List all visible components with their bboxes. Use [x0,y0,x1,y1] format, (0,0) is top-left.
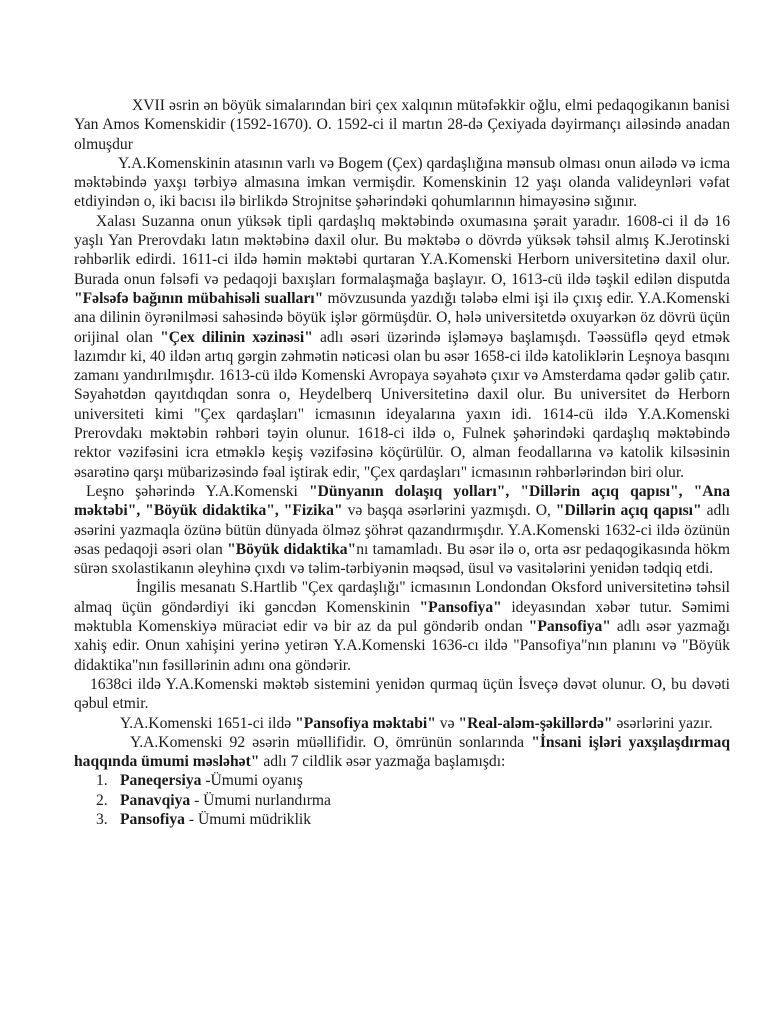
bold-title: "Pansofiya" [528,618,611,636]
paragraph-education [74,212,730,482]
paragraph-text: Xalası Suzanna onun yüksək tipli qardaşlıq məktəbində oxumasına şərait yaradır. 1608-ci il də 16 yaşlı Yan Prerovdakı latın məktəbinə daxil olur. Bu məktəbə o dövrdə yüksək təhsil almış K.Jerotinski rəhbərlik edirdi. 1611-ci ildə həmin məktəbi qurtaran Y.A.Komenski Herborn universitetinə daxil olur. Burada onun fəlsəfi və pedaqoji baxışları formalaşmağa başlayır. O, 1613-cü ildə təşkil edilən disputda [74,212,730,288]
list-item [96,791,730,810]
paragraph-92-works [74,733,730,772]
paragraph-intro [74,96,730,154]
list-number: 2. [96,791,108,809]
paragraph-text: və [435,714,459,732]
list-description: -Ümumi oyanış [201,772,303,790]
bold-title: "Pansofiya məktabi" [295,714,436,732]
bold-title: "Real-aləm-şəkillərdə" [458,714,613,732]
list-number: 3. [96,810,108,828]
paragraph-text: Y.A.Komenski 1651-ci ildə [120,714,296,732]
paragraph-leshno-works [74,482,730,578]
list-number: 1. [96,772,108,790]
paragraph-text: adlı 7 cildlik əsər yazmağa başlamışdı: [259,753,506,771]
list-description: - Ümumi müdriklik [184,810,312,828]
paragraph-text: Leşno şəhərində Y.A.Komenski [86,482,309,500]
paragraph-1651-works [74,714,730,733]
paragraph-text: İngilis mesanatı S.Hartlib "Çex qardaşlığı" icmasının Londondan Oksford universitetinə təhsil almaq üçün göndərdiyi iki gəncdən Komenskinin [74,579,730,616]
paragraph-text: adlı əsərini yazmaqla özünə bütün dünyada ölməz şöhrət qazandırmışdır. Y.A.Komenski 1632-ci ildə özünün əsas pedaqoji əsəri olan [74,502,730,558]
paragraph-text: adlı əsər yazmağı xahiş edir. Onun xahişini yerinə yetirən Y.A.Komenski 1636-cı ildə "Pansofiya"nın planını və "Böyük didaktika"nın fəsillərinin adını ona göndərir. [74,618,730,674]
bold-title: "Çex dilinin xəzinəsi" [160,328,313,346]
paragraph-text: XVII əsrin ən böyük simalarından biri çex xalqının mütəfəkkir oğlu, elmi pedaqogikanın banisi Yan Amos Komenskidir (1592-1670). O. 1592-ci il martın 28-də Çexiyada dəyirmançı ailəsində anadan olmuşdur [74,97,730,153]
bold-title: "Dünyanın dolaşıq yolları", "Dillərin açıq qapısı", "Ana məktəbi", "Böyük didaktika", "Fizika" [74,482,730,520]
bold-title: "İnsani işləri yaxşılaşdırmaq haqqında ümumi məsləhət" [74,733,730,771]
list-description: - Ümumi nurlandırma [190,791,331,809]
paragraph-text: Y.A.Komenskinin atasının varlı və Bogem (Çex) qardaşlığına mənsub olması onun ailədə və icma məktəbində yaxşı tərbiyə almasına imkan vermişdir. Komenskinin 12 yaşı olanda valideynləri vəfat etdiyindən o, iki bacısı ilə birlikdə Strojnitse şəhərindəki qohumlarının himayəsinə sığınır. [74,154,730,211]
paragraph-childhood [74,154,730,212]
bold-title: "Dillərin açıq qapısı" [555,502,702,520]
paragraph-text: əsərlərini yazır. [612,714,713,732]
paragraph-sweden [74,675,730,714]
list-term: Panavqiya [120,791,191,809]
paragraph-text: adlı əsəri üzərində işləməyə başlamışdı. Təəssüflə qeyd etmək lazımdır ki, 40 ildən artıq gərgin zəhmətin nəticəsi olan bu əsər 1658-ci ildə katoliklərin Leşnoya basqını zamanı yandırılmışdır. 1613-cü ildə Komenski Avropaya səyahətə çıxır və Amsterdama qədər gəlib çatır. Səyahətdən qayıtdıqdan sonra o, Heydelberq Universitetinə daxil olur. Bu universitet də Herborn universiteti kimi "Çex qardaşları" icmasının ideyalarına yaxın idi. 1614-cü ildə Y.A.Komenski Prerovdakı məktəbin rəhbəri təyin olunur. 1618-ci ildə o, Fulnek şəhərindəki qardaşlıq məktəbində rektor vəzifəsini icra etməklə keşiş vəzifəsinə köçürülür. O, alman feodallarına və katolik kilsəsinin əsarətinə qarşı mübarizəsində fəal iştirak edir, "Çex qardaşları" icmasının rəhbərlərindən biri olur. [74,328,731,481]
paragraph-text: və başqa əsərlərini yazmışdı. O, [342,502,556,520]
paragraph-text: mövzusunda yazdığı tələbə elmi işi ilə çıxış edir. Y.A.Komenski ana dilinin öyrənilməsi sahəsində böyük işlər görmüşdür. O, hələ universitetdə oxuyarkən öz dövrü üçün orijinal olan [74,289,730,346]
paragraph-text: Y.A.Komenski 92 əsərin müəllifidir. O, ömrünün sonlarında [130,733,532,751]
bold-title: "Pansofiya" [419,598,502,616]
list-term: Paneqersiya [120,772,202,790]
paragraph-text: nı tamamladı. Bu əsər ilə o, orta əsr pedaqogikasında hökm sürən sxolastikanın əleyhinə çıxdı və təlim-tərbiyənin məqsəd, üsul və vasitələrini yenidən tədqiq etdi. [74,540,730,578]
bold-title: "Böyük didaktika" [227,540,357,558]
list-term: Pansofiya [120,810,185,828]
bold-title: "Fəlsəfə bağının mübahisəli sualları" [74,289,324,307]
paragraph-text: ideyasından xəbər tutur. Səmimi məktubla Komenskiyə müraciət edir və bir az da pul göndərib ondan [74,598,730,636]
document-page [74,96,730,829]
paragraph-pansofiya [74,578,730,674]
list-item [96,771,730,790]
paragraph-text: 1638ci ildə Y.A.Komenski məktəb sistemini yenidən qurmaq üçün İsveçə dəvət olunur. O, bu dəvəti qəbul etmir. [74,675,730,713]
list-item [96,810,730,829]
volume-list [74,771,730,829]
